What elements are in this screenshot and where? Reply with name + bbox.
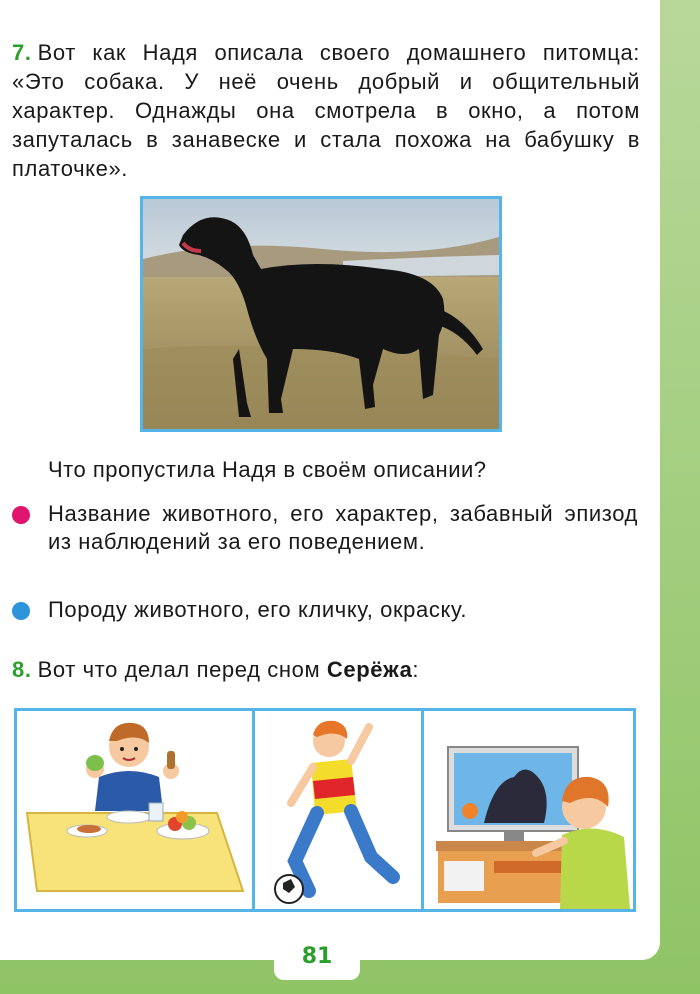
task-8-body: Вот что делал перед сном — [37, 657, 321, 682]
boy-screen-illustration — [424, 711, 633, 909]
task-7-body: Вот как Надя описала своего домашнего питомца: «Это собака. У неё очень добрый и общительный характер. Однажды она смотрела в окно, а потом запуталась в занавеске и стала похожа на бабушку в платочке». — [12, 40, 640, 181]
answer-option-2-text: Породу животного, его кличку, окраску. — [48, 597, 468, 622]
question-text: Что пропустила Надя в своём описании? — [48, 457, 487, 482]
panel-screen — [424, 711, 633, 909]
picture-strip — [14, 708, 636, 912]
task-7-number: 7. — [12, 40, 32, 65]
task-8-text — [12, 656, 640, 684]
panel-eating — [17, 711, 252, 909]
panel-football — [255, 711, 421, 909]
answer-option-2[interactable] — [48, 596, 638, 624]
task-8-suffix: : — [412, 657, 420, 682]
pink-bullet-icon — [12, 506, 30, 524]
task-8-number: 8. — [12, 657, 32, 682]
boy-football-illustration — [255, 711, 421, 909]
blue-bullet-icon — [12, 602, 30, 620]
dog-photo — [140, 196, 502, 432]
answer-option-1[interactable] — [48, 500, 638, 556]
task-8-name: Серёжа — [326, 657, 413, 682]
page-number: 81 — [274, 934, 360, 980]
boy-eating-illustration — [17, 711, 252, 909]
dog-illustration — [143, 199, 499, 429]
task-7-text — [12, 38, 640, 183]
answer-option-1-text: Название животного, его характер, забавный эпизод из наблюдений за его поведением. — [48, 501, 638, 554]
